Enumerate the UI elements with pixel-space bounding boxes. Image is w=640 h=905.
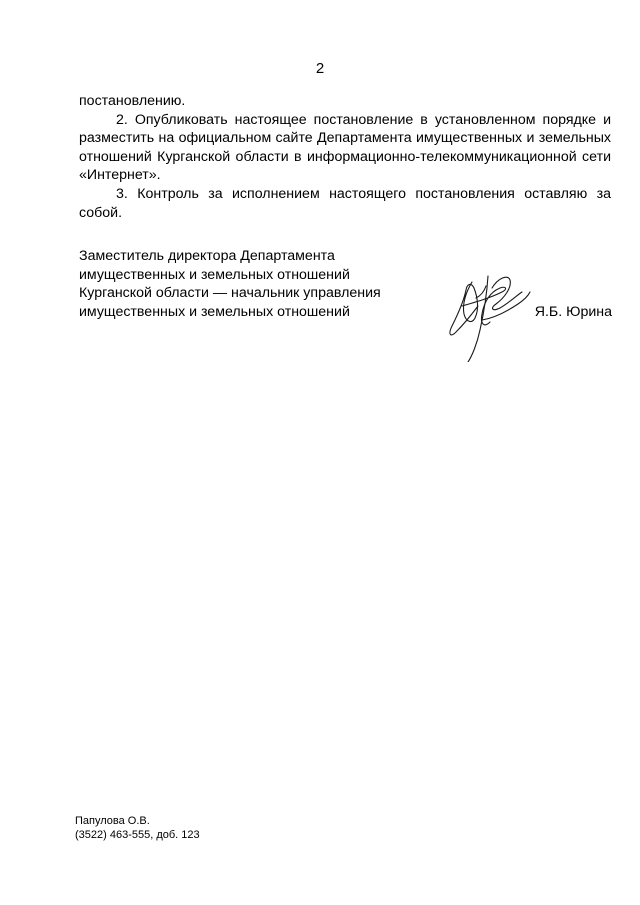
document-body bbox=[79, 92, 611, 222]
signatory-title-line: Заместитель директора Департамента bbox=[79, 248, 335, 264]
executor-phone: (3522) 463-555, доб. 123 bbox=[75, 828, 200, 841]
signatory-title-line: Курганской области — начальник управления bbox=[79, 285, 381, 302]
paragraph-item-2: 2. Опубликовать настоящее постановление в установленном порядке и разместить на официальном сайте Департамента имущественных и земельных отношений Курганской области в информационно-телекоммуникационной сети «Интернет». bbox=[79, 111, 611, 184]
executor-info bbox=[75, 815, 200, 842]
paragraph-item-3: 3. Контроль за исполнением настоящего постановления оставляю за собой. bbox=[79, 185, 611, 221]
signature-icon bbox=[442, 262, 532, 362]
page-number: 2 bbox=[315, 60, 325, 77]
executor-name: Папулова О.В. bbox=[75, 815, 150, 827]
signatory-title bbox=[79, 247, 419, 321]
signatory-name: Я.Б. Юрина bbox=[534, 304, 612, 320]
signatory-title-line: имущественных и земельных отношений bbox=[79, 266, 350, 283]
paragraph-continuation: постановлению. bbox=[79, 93, 186, 109]
signatory-title-line: имущественных и земельных отношений bbox=[79, 303, 350, 320]
